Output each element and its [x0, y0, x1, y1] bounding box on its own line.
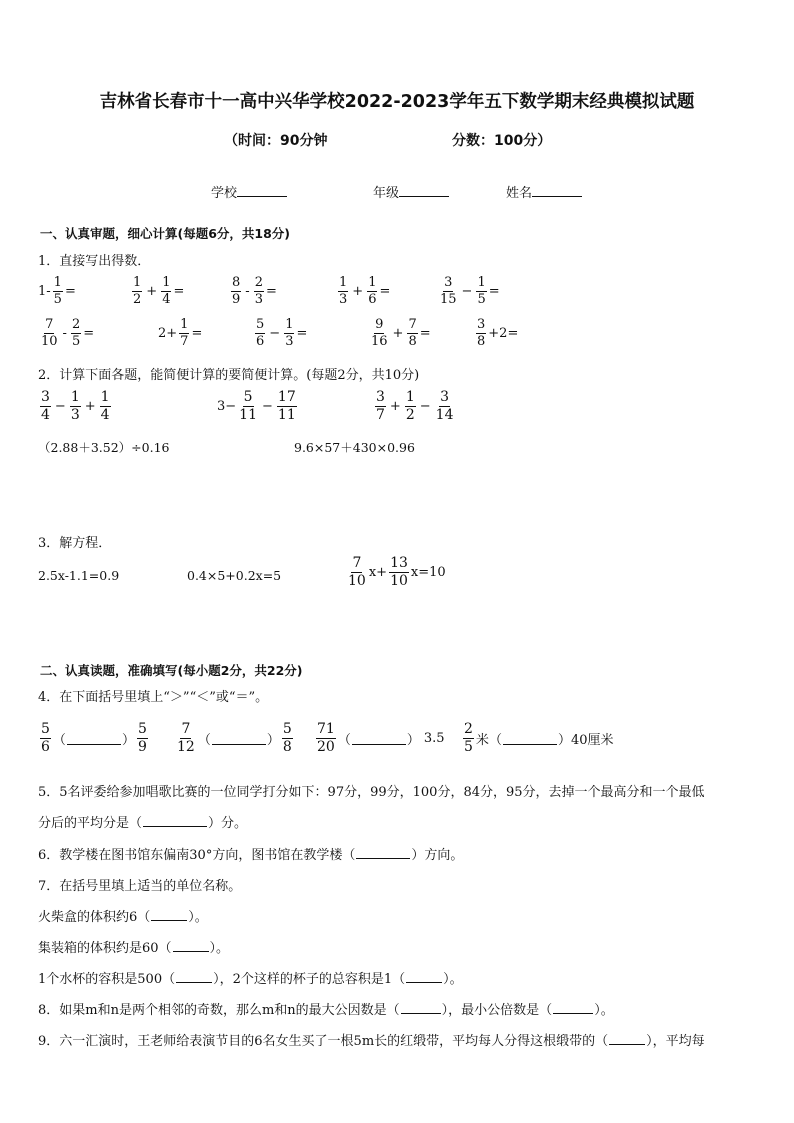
q5-blank[interactable] — [143, 814, 207, 827]
q7-line1: 火柴盒的体积约6（ ）。 — [38, 910, 208, 925]
q1-r1-e5: $\frac{3}{15}$ − $\frac{1}{5}$ = — [440, 275, 500, 308]
q7-label: 7．在括号里填上适当的单位名称。 — [38, 879, 242, 894]
q4-item4: $\frac{2}{5}$ 米 （ ） 40厘米 — [464, 721, 614, 756]
q8-blank1[interactable] — [401, 1001, 441, 1014]
exam-title: 吉林省长春市十一高中兴华学校2022-2023学年五下数学期末经典模拟试题 — [99, 92, 695, 112]
grade-blank[interactable] — [399, 196, 449, 197]
section2-heading: 二、认真读题，准确填写(每小题2分，共22分) — [40, 663, 303, 678]
q4-item2: $\frac{7}{12}$ （ ） $\frac{5}{8}$ — [177, 721, 292, 756]
q3-label: 3．解方程． — [38, 536, 112, 551]
q6: 6．教学楼在图书馆东偏南30°方向，图书馆在教学楼（ ）方向。 — [38, 848, 464, 863]
q4-blank2[interactable] — [212, 732, 266, 745]
q2-e2: 3− $\frac{5}{11}$ − $\frac{17}{11}$ — [217, 389, 296, 424]
school-label: 学校 — [211, 186, 238, 201]
q4-item1: $\frac{5}{6}$ （ ） $\frac{5}{9}$ — [41, 721, 147, 756]
q9: 9．六一汇演时，王老师给表演节目的6名女生买了一根5m长的红缎带，平均每人分得这根缎带的（ ），平均每 — [38, 1034, 705, 1049]
exam-score: 分数：100分） — [452, 133, 552, 149]
q7-blank2[interactable] — [173, 939, 209, 952]
q4-blank3[interactable] — [352, 732, 406, 745]
school-field[interactable] — [211, 182, 287, 201]
q8: 8．如果m和n是两个相邻的奇数，那么m和n的最大公因数是（ ），最小公倍数是（ ）。 — [38, 1003, 614, 1018]
q4-item3: $\frac{71}{20}$ （ ） 3.5 — [317, 721, 445, 756]
q1-r1-e2: $\frac{1}{2}$ + $\frac{1}{4}$ = — [133, 275, 185, 308]
q7-line2: 集装箱的体积约是60（ ）。 — [38, 941, 230, 956]
q7-blank3[interactable] — [176, 970, 212, 983]
grade-field[interactable] — [373, 182, 449, 201]
name-field[interactable] — [506, 182, 582, 201]
q7-line3: 1个水杯的容积是500（ ），2个这样的杯子的总容积是1（ ）。 — [38, 972, 463, 987]
q3-e3: $\frac{7}{10}$ x+ $\frac{13}{10}$ x=10 — [348, 555, 446, 590]
q2-label: 2．计算下面各题，能简便计算的要简便计算。(每题2分，共10分) — [38, 368, 420, 383]
q1-r2-e2: 2+ $\frac{1}{7}$ = — [158, 317, 203, 350]
q6-blank[interactable] — [356, 846, 410, 859]
q5-line2: 分后的平均分是（ ）分。 — [38, 816, 248, 831]
grade-label: 年级 — [373, 186, 400, 201]
q8-blank2[interactable] — [553, 1001, 593, 1014]
q9-blank[interactable] — [609, 1032, 645, 1045]
q1-r1-e4: $\frac{1}{3}$ + $\frac{1}{6}$ = — [339, 275, 391, 308]
q7-blank1[interactable] — [151, 908, 187, 921]
q1-r2-e1: $\frac{7}{10}$ - $\frac{2}{5}$ = — [41, 317, 95, 350]
q2-e3: $\frac{3}{7}$ + $\frac{1}{2}$ − $\frac{3}{14}$ — [376, 389, 454, 424]
q2-e5: 9.6×57＋430×0.96 — [294, 440, 415, 455]
q3-e2: 0.4×5+0.2x=5 — [187, 568, 282, 583]
q1-r2-e5: $\frac{3}{8}$ +2= — [477, 317, 519, 350]
q3-e1: 2.5x-1.1=0.9 — [38, 568, 120, 583]
q2-e1: $\frac{3}{4}$ − $\frac{1}{3}$ + $\frac{1}{4}$ — [41, 389, 110, 424]
name-label: 姓名 — [506, 186, 533, 201]
q4-blank4[interactable] — [503, 732, 557, 745]
exam-time: （时间：90分钟 — [224, 133, 328, 149]
q4-label: 4．在下面括号里填上“＞”“＜”或“＝”。 — [38, 690, 269, 705]
q4-blank1[interactable] — [67, 732, 121, 745]
q1-r1-e1: 1- $\frac{1}{5}$ = — [38, 275, 76, 308]
q1-r1-e3: $\frac{8}{9}$ - $\frac{2}{3}$ = — [232, 275, 277, 308]
school-blank[interactable] — [237, 196, 287, 197]
section1-heading: 一、认真审题，细心计算(每题6分，共18分) — [40, 226, 291, 241]
q7-blank4[interactable] — [406, 970, 442, 983]
name-blank[interactable] — [532, 196, 582, 197]
q1-label: 1．直接写出得数． — [38, 254, 151, 269]
q1-r2-e3: $\frac{5}{6}$ − $\frac{1}{3}$ = — [256, 317, 308, 350]
q1-r2-e4: $\frac{9}{16}$ + $\frac{7}{8}$ = — [371, 317, 431, 350]
q2-e4: （2.88＋3.52）÷0.16 — [38, 440, 170, 455]
q5-line1: 5．5名评委给参加唱歌比赛的一位同学打分如下：97分，99分，100分，84分，95分，去掉一个最高分和一个最低 — [38, 785, 705, 800]
